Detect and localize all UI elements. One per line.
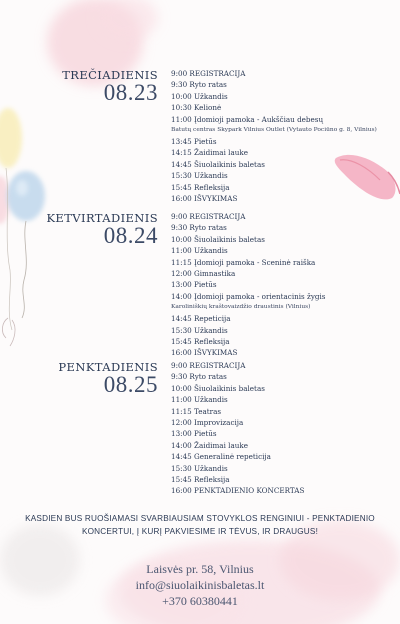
schedule-item: 10:30 Kelionė — [171, 103, 222, 113]
schedule-item: 16:00 IŠVYKIMAS — [171, 194, 238, 204]
schedule-item: 10:00 Šiuolaikinis baletas — [171, 234, 265, 244]
location-note: Karoliniškių kraštovaizdžio draustinis (Vilnius) — [171, 304, 311, 311]
schedule-item: 15:30 Užkandis — [171, 463, 228, 473]
schedule-list — [171, 68, 396, 204]
day-name: KETVIRTADIENIS — [46, 211, 158, 225]
schedule-item: 15:30 Užkandis — [171, 325, 228, 335]
schedule-item: 15:30 Užkandis — [171, 171, 228, 181]
contact-phone[interactable]: +370 60380441 — [162, 594, 238, 608]
day-name: PENKTADIENIS — [58, 360, 158, 374]
schedule-list — [171, 360, 396, 497]
schedule-item: 14:45 Šiuolaikinis baletas — [171, 159, 265, 169]
schedule-item: 15:45 Refleksija — [171, 475, 230, 485]
schedule-item: 15:45 Refleksija — [171, 337, 230, 347]
ribbon-illustration — [2, 318, 15, 346]
schedule-item: 14:45 Generalinė repeticija — [171, 452, 271, 462]
schedule-item: 9:30 Ryto ratas — [171, 80, 227, 90]
schedule-item: 9:30 Ryto ratas — [171, 223, 227, 233]
schedule-item: 10:00 Šiuolaikinis baletas — [171, 383, 265, 393]
day-name: TREČIADIENIS — [62, 68, 158, 82]
schedule-item: 14:00 Žaidimai lauke — [171, 440, 248, 450]
schedule-item: 14:00 Įdomioji pamoka - orientacinis žygis — [171, 291, 326, 301]
schedule-item: 9:30 Ryto ratas — [171, 372, 227, 382]
schedule-item: 16:00 IŠVYKIMAS — [171, 348, 238, 358]
camp-concert-note: KASDIEN BUS RUOŠIAMASI SVARBIAUSIAM STOVYKLOS RENGINIUI - PENKTADIENIO KONCERTUI, Į KURĮ PAKVIESIME IR TĖVUS, IR DRAUGUS! — [25, 514, 375, 536]
schedule-item: 10:00 Užkandis — [171, 91, 228, 101]
schedule-item: 13:45 Pietūs — [171, 137, 217, 147]
schedule-item: 13:00 Pietūs — [171, 280, 217, 290]
day-date: 08.24 — [103, 223, 158, 248]
schedule-item: 9:00 REGISTRACIJA — [171, 212, 246, 221]
contact-address: Laisvės pr. 58, Vilnius — [146, 562, 254, 576]
schedule-item: 12:00 Improvizacija — [171, 418, 244, 428]
schedule-item: 11:15 Teatras — [171, 406, 222, 416]
schedule-item: 16:00 PENKTADIENIO KONCERTAS — [171, 486, 305, 496]
location-note: Batutų centras Skypark Vilnius Outlet (Vytauto Pociūno g. 8, Vilnius) — [171, 127, 377, 134]
schedule-item: 11:00 Užkandis — [171, 395, 228, 405]
schedule-item: 15:45 Refleksija — [171, 182, 230, 192]
schedule-item: 11:00 Įdomioji pamoka - Aukščiau debesų — [171, 114, 324, 124]
schedule-item: 9:00 REGISTRACIJA — [171, 361, 246, 370]
schedule-item: 9:00 REGISTRACIJA — [171, 69, 246, 78]
day-date: 08.25 — [103, 372, 158, 397]
day-date: 08.23 — [103, 80, 158, 105]
schedule-item: 11:15 Įdomioji pamoka - Sceninė raiška — [171, 257, 316, 267]
schedule-item: 13:00 Pietūs — [171, 429, 217, 439]
schedule-list — [171, 211, 396, 359]
schedule-item: 14:45 Repeticija — [171, 314, 231, 324]
schedule-item: 11:00 Užkandis — [171, 246, 228, 256]
contact-email[interactable]: info@siuolaikinisbaletas.lt — [135, 578, 265, 592]
schedule-item: 14:15 Žaidimai lauke — [171, 148, 248, 158]
yellow-balloon-illustration — [0, 108, 22, 168]
schedule-item: 12:00 Gimnastika — [171, 269, 236, 279]
blue-balloon-illustration — [6, 168, 45, 330]
